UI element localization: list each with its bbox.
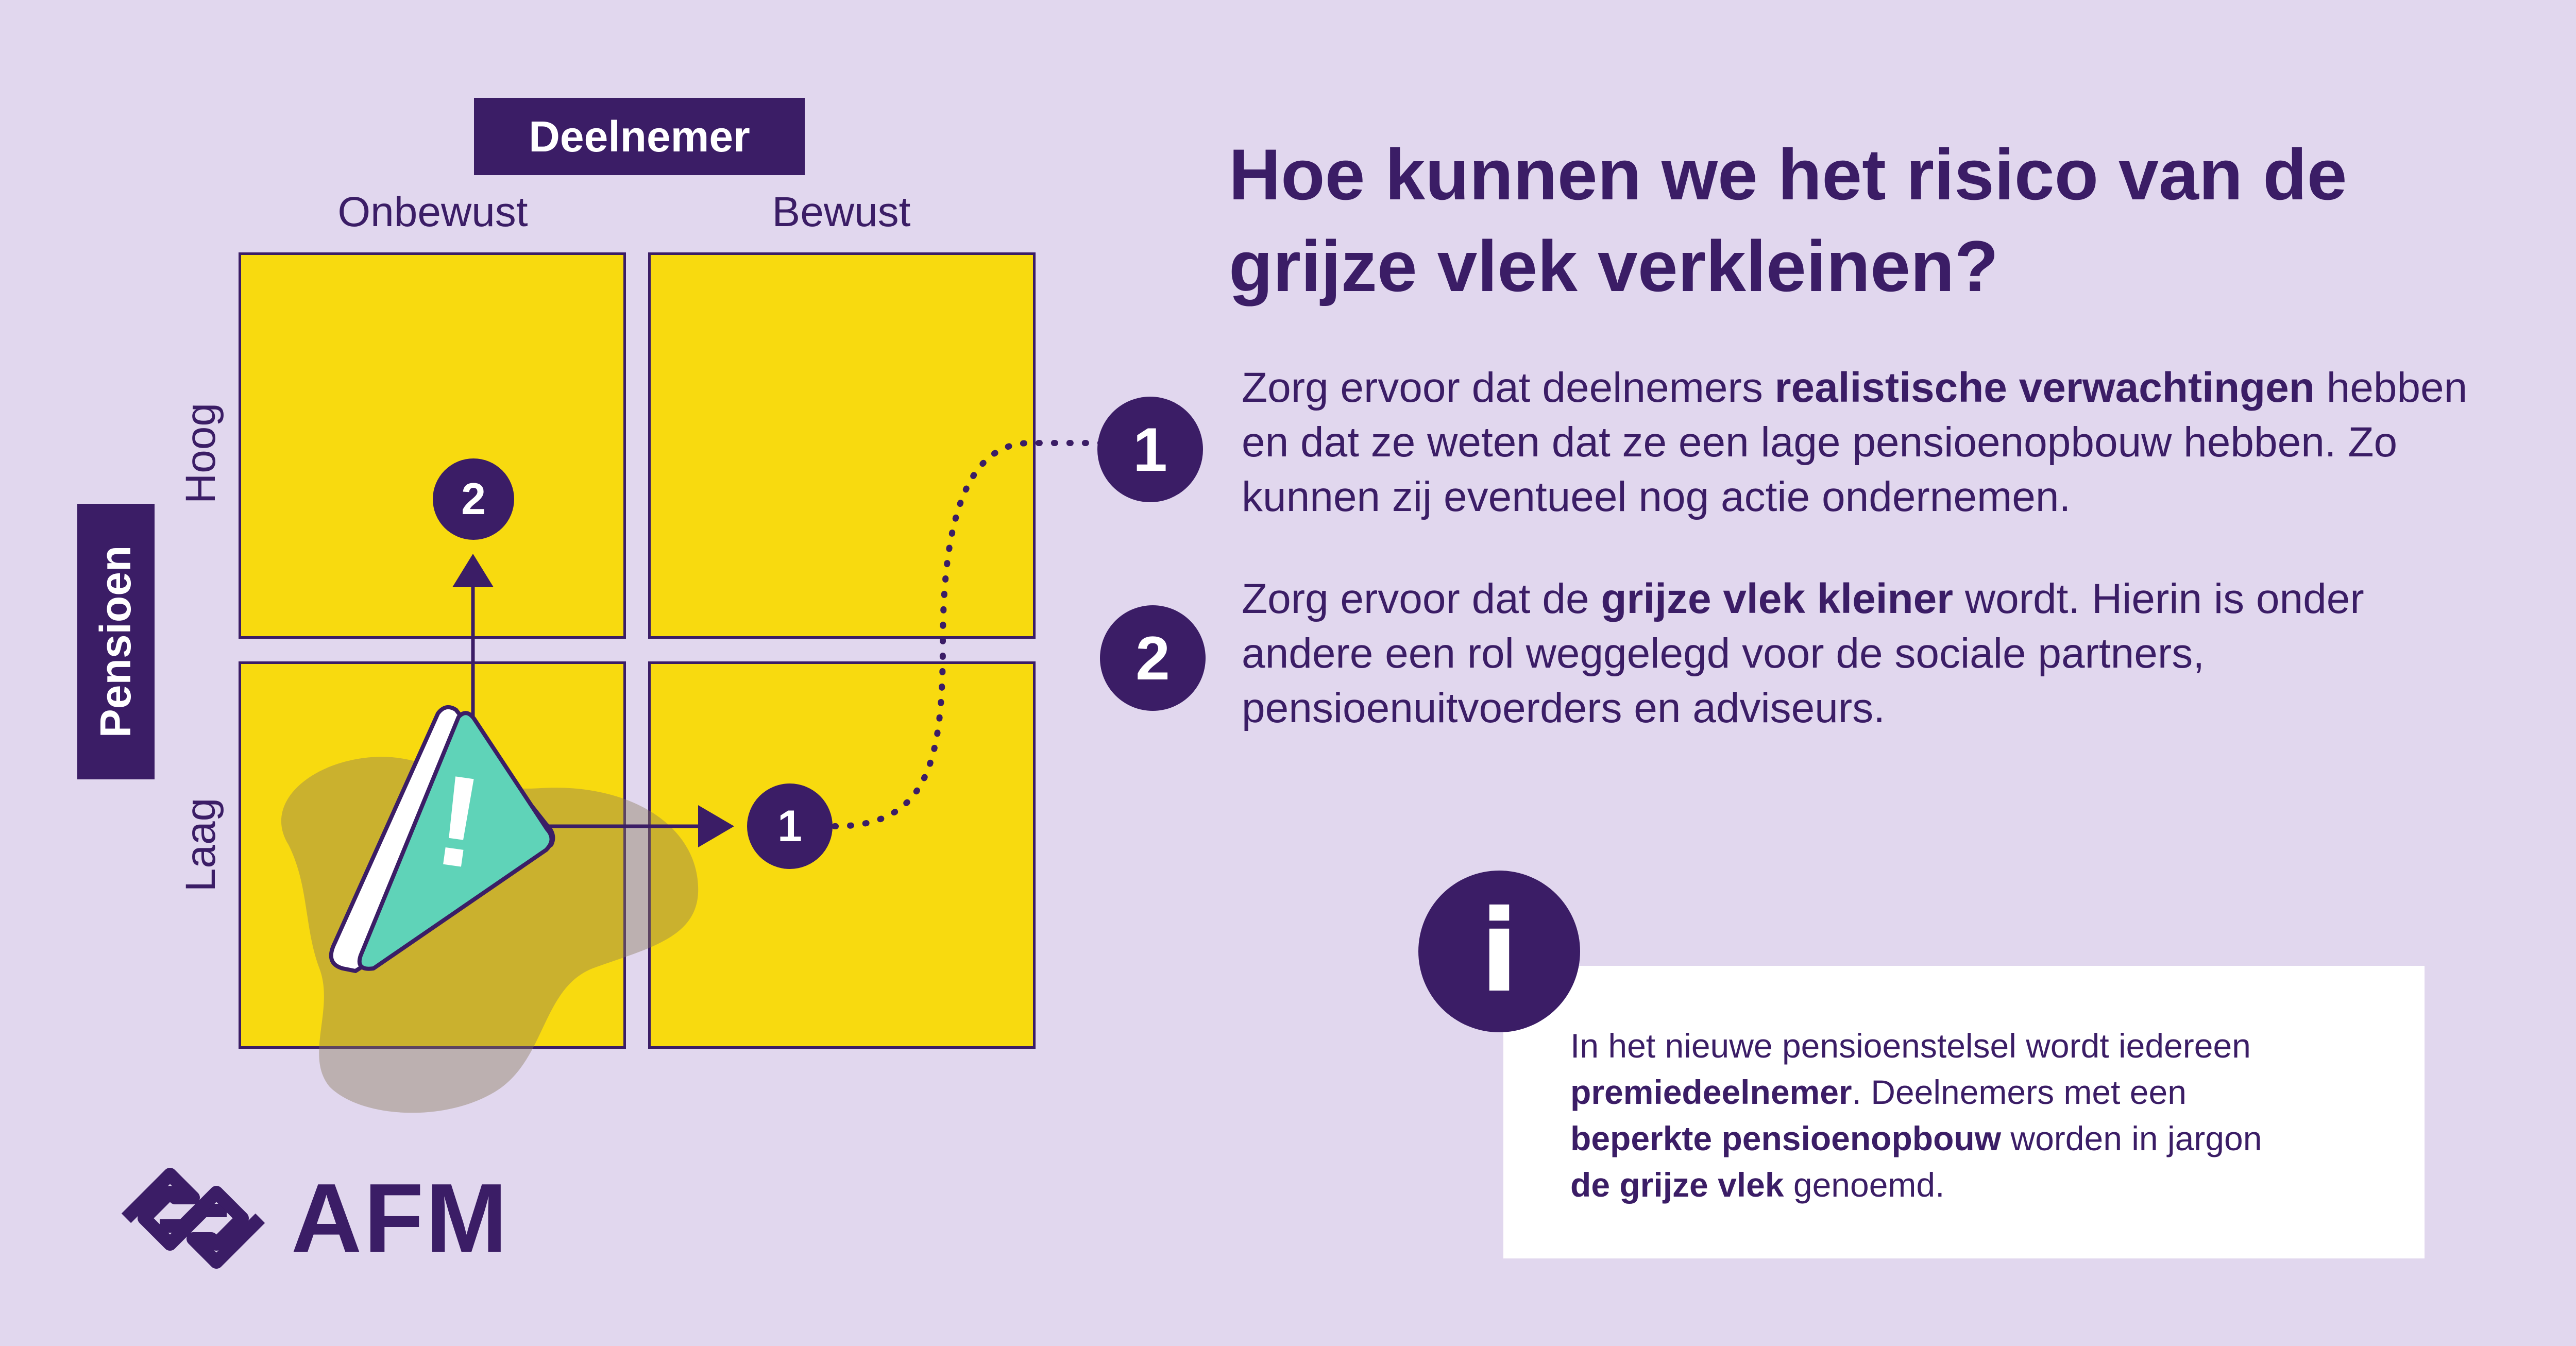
info-bold-3: de grijze vlek (1570, 1166, 1784, 1204)
info-line-1: In het nieuwe pensioenstelsel wordt iedereen (1570, 1027, 2251, 1065)
step-1-bold: realistische verwachtingen (1774, 364, 2315, 411)
info-bold-1: premiedeelnemer (1570, 1073, 1852, 1111)
marker-1: 1 (747, 783, 833, 869)
step-1-text-before: Zorg ervoor dat deelnemers (1242, 364, 1775, 411)
afm-logo-text: AFM (291, 1164, 510, 1273)
info-text-4: genoemd. (1784, 1166, 1945, 1204)
step-2-text-after: wordt. Hierin is onder andere een rol weggelegd voor de sociale partners, pensioenuitvoerders en adviseurs. (1242, 575, 2364, 731)
warning-exclamation: ! (427, 747, 490, 896)
step-2-text (1242, 572, 2478, 736)
matrix-overlay (0, 0, 1133, 1346)
column-label-bewust: Bewust (772, 189, 911, 235)
step-1-text-after: hebben en dat ze weten dat ze een lage pensioenopbouw hebben. Zo kunnen zij eventueel nog actie ondernemen. (1242, 364, 2468, 520)
afm-logo-icon (116, 1162, 270, 1275)
info-icon: i (1418, 871, 1580, 1032)
row-label-hoog: Hoog (177, 402, 224, 504)
page-title (1229, 129, 2517, 312)
info-text-2: . Deelnemers met een (1852, 1073, 2187, 1111)
title-line-2: grijze vlek verkleinen? (1229, 226, 1999, 306)
info-line-4 (1570, 1162, 2415, 1208)
arrow-up-head (452, 554, 494, 587)
info-text (1570, 1023, 2415, 1208)
dotted-connector (835, 443, 1103, 826)
step-2-text-before: Zorg ervoor dat de (1242, 575, 1601, 622)
row-label-laag: Laag (177, 797, 224, 892)
marker-2: 2 (433, 458, 514, 540)
deelnemer-axis-title: Deelnemer (474, 98, 805, 175)
column-label-onbewust: Onbewust (337, 189, 528, 235)
step-1-badge: 1 (1097, 397, 1203, 502)
info-text-3: worden in jargon (2001, 1119, 2262, 1157)
step-2-badge: 2 (1100, 605, 1206, 711)
info-bold-2: beperkte pensioenopbouw (1570, 1119, 2002, 1157)
info-line-3 (1570, 1115, 2415, 1162)
arrow-right-head (698, 805, 734, 847)
info-line-2 (1570, 1069, 2415, 1115)
step-2-bold: grijze vlek kleiner (1601, 575, 1954, 622)
step-1-text (1242, 361, 2468, 524)
pensioen-axis-label: Pensioen (91, 545, 140, 738)
title-line-1: Hoe kunnen we het risico van de (1229, 134, 2347, 215)
